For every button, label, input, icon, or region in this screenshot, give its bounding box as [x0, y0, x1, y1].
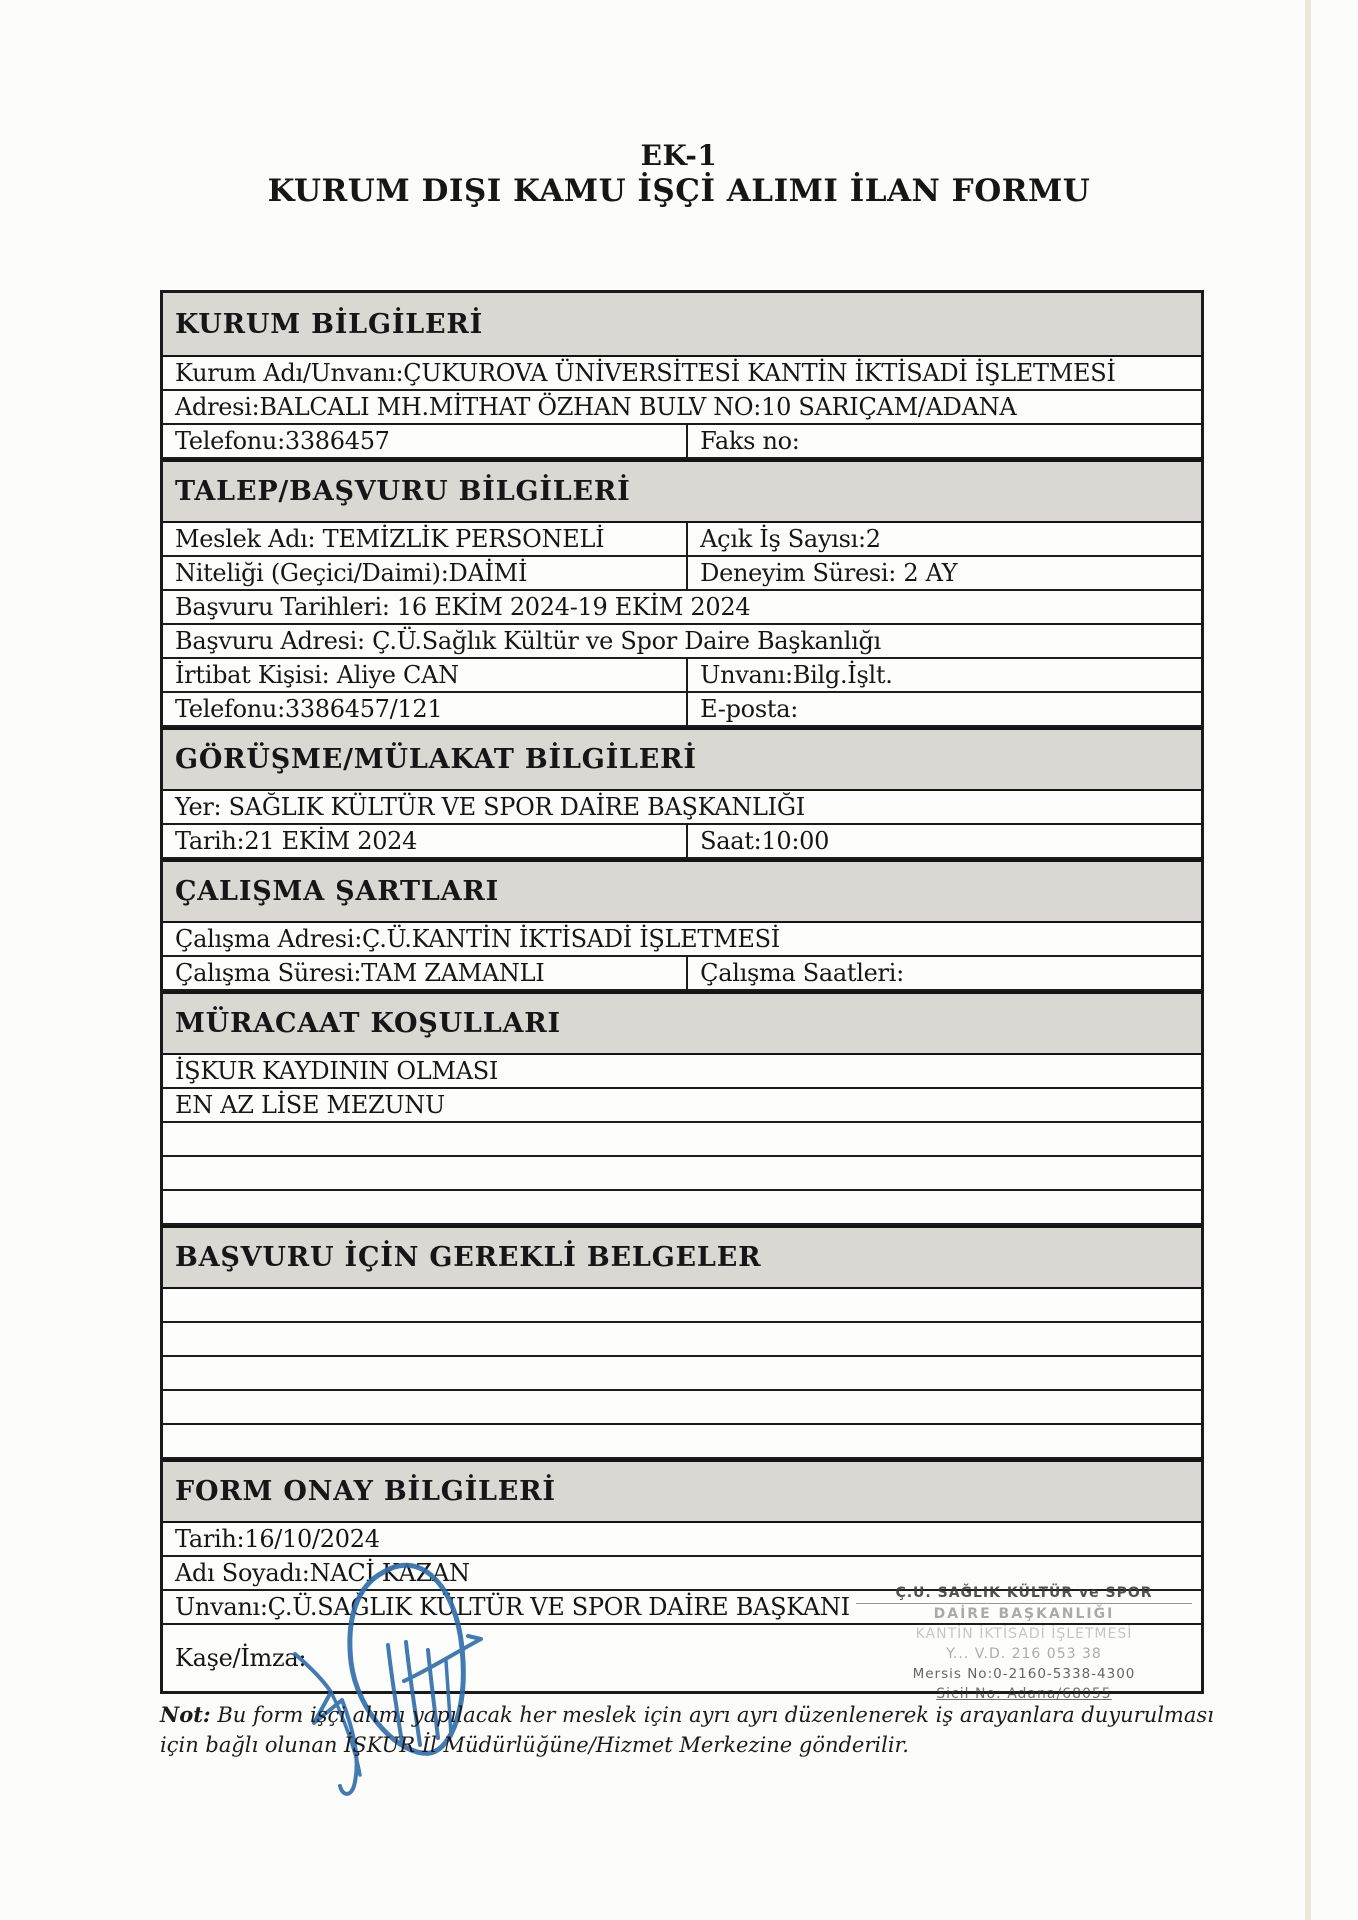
table-row	[163, 1123, 1201, 1157]
table-row	[163, 1557, 1201, 1591]
section-header-label: TALEP/BAŞVURU BİLGİLERİ	[175, 476, 631, 507]
table-cell: Tarih:16/10/2024	[175, 1525, 380, 1553]
table-row	[163, 357, 1201, 391]
table-row	[163, 957, 1201, 991]
table-cell	[163, 1425, 1201, 1457]
table-cell: Başvuru Adresi: Ç.Ü.Sağlık Kültür ve Spor Daire Başkanlığı	[175, 627, 881, 655]
table-row	[163, 1289, 1201, 1323]
table-row	[163, 1357, 1201, 1391]
table-row	[163, 391, 1201, 425]
table-cell	[163, 1323, 1201, 1355]
table-row	[163, 1625, 1201, 1691]
table-row	[163, 1323, 1201, 1357]
stamp-text-line: DAİRE BAŞKANLIĞI	[933, 1606, 1115, 1622]
table-cell: Unvanı:Ç.Ü.SAĞLIK KÜLTÜR VE SPOR DAİRE BAŞKANI	[175, 1593, 850, 1621]
page-subtitle: KURUM DIŞI KAMU İŞÇİ ALIMI İLAN FORMU	[267, 173, 1091, 210]
page-title: EK-1	[640, 139, 718, 172]
footer-note	[160, 1700, 1216, 1760]
table-row	[163, 1425, 1201, 1459]
table-cell-right: Açık İş Sayısı:2	[686, 523, 1201, 555]
table-cell-left: Telefonu:3386457/121	[175, 695, 443, 723]
section-header-row	[163, 1225, 1201, 1289]
table-cell-left: Meslek Adı: TEMİZLİK PERSONELİ	[175, 525, 605, 553]
table-cell: EN AZ LİSE MEZUNU	[175, 1091, 445, 1119]
table-row	[163, 591, 1201, 625]
section-header-row	[163, 293, 1201, 357]
section-header-row	[163, 1459, 1201, 1523]
table-cell-right: Faks no:	[686, 425, 1201, 457]
footer-note-text: Bu form işçi alımı yapılacak her meslek için ayrı ayrı düzenlenerek iş arayanlara duyurulması için bağlı olunan İŞKUR İl Müdürlüğüne/Hizmet Merkezine gönderilir.	[160, 1703, 1214, 1757]
table-cell: Adresi:BALCALI MH.MİTHAT ÖZHAN BULV NO:10 SARIÇAM/ADANA	[175, 393, 1017, 421]
table-cell-right: Saat:10:00	[686, 825, 1201, 857]
stamp-text-line: KANTİN İKTİSADİ İŞLETMESİ	[915, 1626, 1133, 1642]
table-cell	[163, 1289, 1201, 1321]
page-edge-shadow	[1305, 0, 1311, 1920]
stamp-text-line: Y... V.D. 216 053 38	[946, 1646, 1102, 1662]
stamp-text-line: Ç.U. SAĞLIK KÜLTÜR ve SPOR	[856, 1583, 1192, 1604]
table-row	[163, 1591, 1201, 1625]
table-row	[163, 1191, 1201, 1225]
table-row	[163, 1391, 1201, 1425]
table-row	[163, 693, 1201, 727]
table-cell	[163, 1357, 1201, 1389]
section-header-row	[163, 859, 1201, 923]
table-row	[163, 1055, 1201, 1089]
table-cell-left: Tarih:21 EKİM 2024	[175, 827, 418, 855]
stamp-text-line: Sicil No: Adana/68055	[936, 1686, 1112, 1702]
table-row	[163, 1523, 1201, 1557]
section-header-row	[163, 727, 1201, 791]
table-row	[163, 557, 1201, 591]
footer-note-label: Not:	[160, 1702, 211, 1727]
table-cell-right: Çalışma Saatleri:	[686, 957, 1201, 989]
table-cell-left: İrtibat Kişisi: Aliye CAN	[175, 661, 459, 689]
table-cell-left: Çalışma Süresi:TAM ZAMANLI	[175, 959, 545, 987]
stamp-text-line: Mersis No:0-2160-5338-4300	[912, 1666, 1136, 1682]
table-cell-right: Unvanı:Bilg.İşlt.	[686, 659, 1201, 691]
section-header-label: GÖRÜŞME/MÜLAKAT BİLGİLERİ	[175, 744, 697, 775]
table-cell	[163, 1157, 1201, 1189]
table-cell: Adı Soyadı:NACİ KAZAN	[175, 1559, 470, 1587]
section-header-row	[163, 991, 1201, 1055]
section-header-label: MÜRACAAT KOŞULLARI	[175, 1008, 561, 1039]
section-header-label: BAŞVURU İÇİN GEREKLİ BELGELER	[175, 1242, 762, 1273]
table-row	[163, 923, 1201, 957]
table-row	[163, 1157, 1201, 1191]
section-header-label: ÇALIŞMA ŞARTLARI	[175, 876, 500, 907]
section-header-label: KURUM BİLGİLERİ	[175, 308, 484, 340]
table-cell: Çalışma Adresi:Ç.Ü.KANTİN İKTİSADİ İŞLETMESİ	[175, 925, 780, 953]
table-row	[163, 659, 1201, 693]
table-cell-right: E-posta:	[686, 693, 1201, 725]
table-cell: İŞKUR KAYDININ OLMASI	[175, 1057, 499, 1085]
document-title-block	[0, 140, 1358, 210]
section-header-label: FORM ONAY BİLGİLERİ	[175, 1476, 556, 1507]
table-row	[163, 523, 1201, 557]
table-row	[163, 625, 1201, 659]
table-cell-right: Deneyim Süresi: 2 AY	[686, 557, 1201, 589]
table-cell: Kurum Adı/Unvanı:ÇUKUROVA ÜNİVERSİTESİ KANTİN İKTİSADİ İŞLETMESİ	[175, 359, 1116, 387]
table-row	[163, 1089, 1201, 1123]
table-cell: Kaşe/İmza:	[175, 1644, 307, 1672]
table-cell-left: Telefonu:3386457	[175, 427, 390, 455]
table-cell	[163, 1191, 1201, 1223]
table-cell-left: Niteliği (Geçici/Daimi):DAİMİ	[175, 559, 528, 587]
table-cell	[163, 1391, 1201, 1423]
form-table	[160, 290, 1204, 1694]
table-cell: Başvuru Tarihleri: 16 EKİM 2024-19 EKİM 2024	[175, 593, 751, 621]
table-cell	[163, 1123, 1201, 1155]
table-row	[163, 425, 1201, 459]
table-cell: Yer: SAĞLIK KÜLTÜR VE SPOR DAİRE BAŞKANLIĞI	[175, 793, 805, 821]
section-header-row	[163, 459, 1201, 523]
table-row	[163, 791, 1201, 825]
table-row	[163, 825, 1201, 859]
